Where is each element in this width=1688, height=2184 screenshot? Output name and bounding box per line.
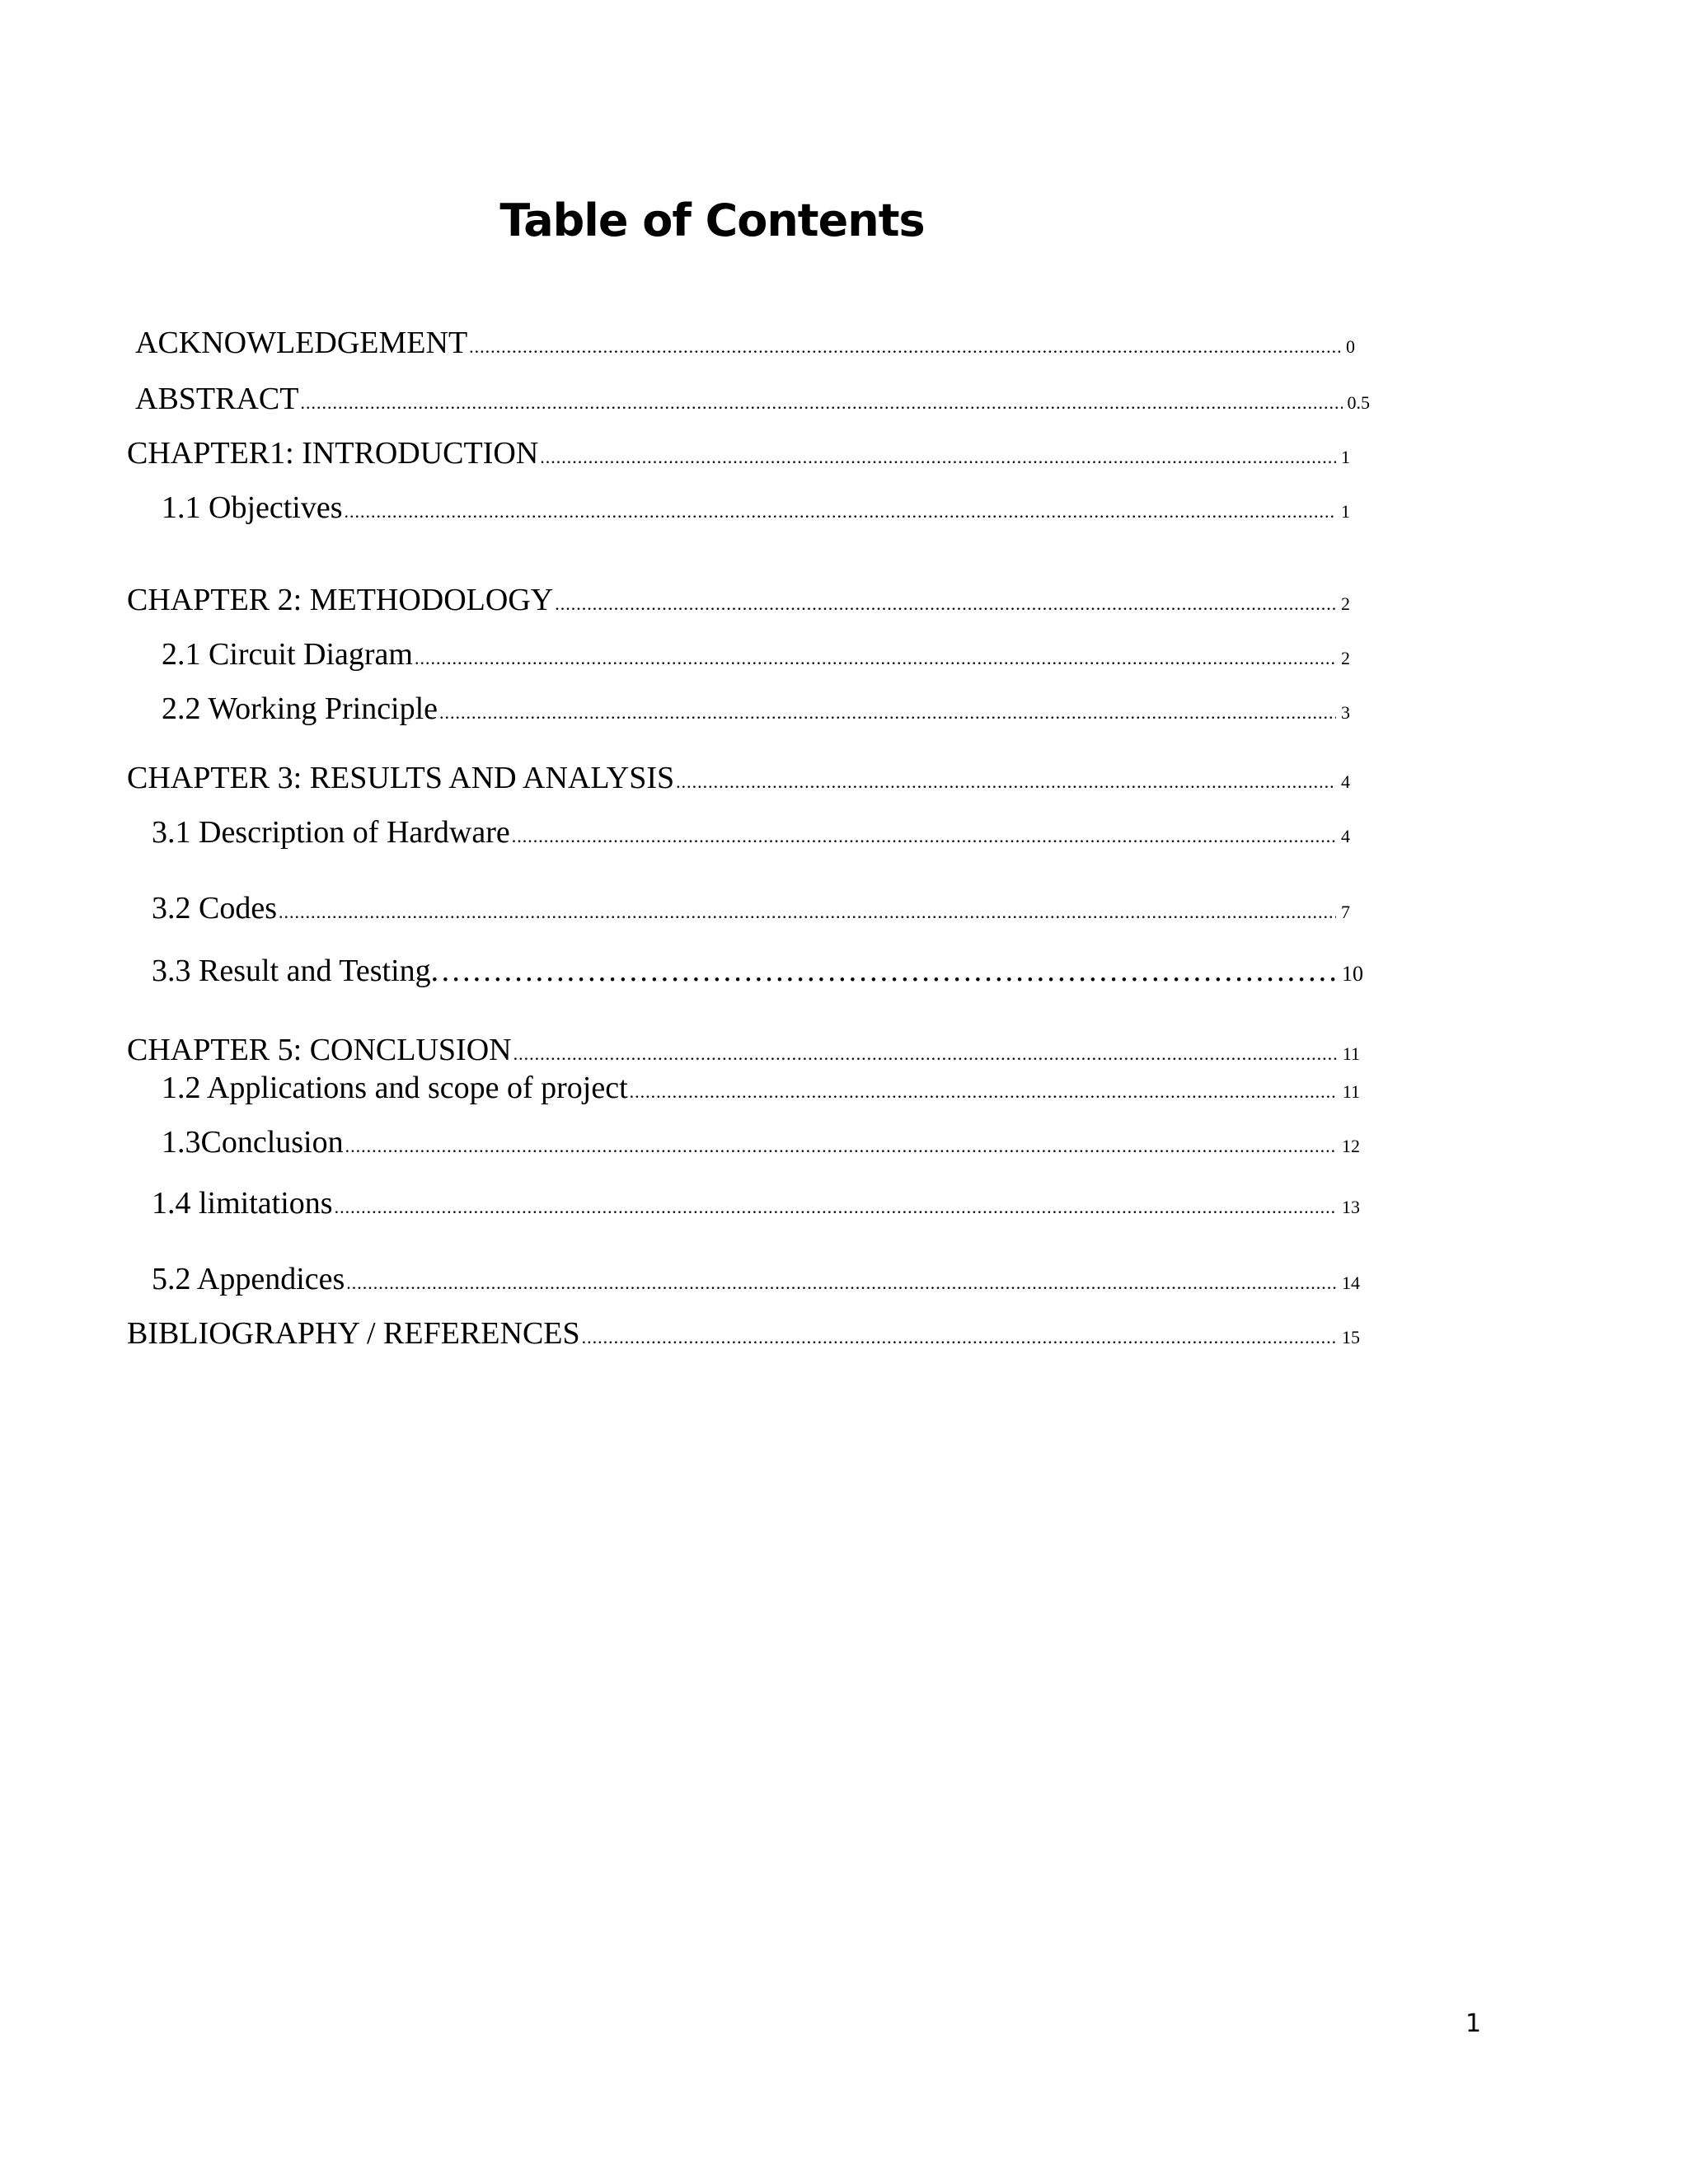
toc-page-number: 0.5 — [1347, 392, 1370, 413]
page-title: Table of Contents — [499, 194, 925, 246]
toc-label: 1.2 Applications and scope of project — [162, 1071, 628, 1105]
toc-entry-bibliography — [127, 1314, 1360, 1357]
toc-page-number: 3 — [1341, 702, 1350, 723]
toc-leader — [335, 1188, 1337, 1227]
toc-leader — [440, 951, 1340, 991]
toc-leader — [469, 327, 1341, 367]
toc-entry-3-2-codes — [152, 888, 1350, 932]
toc-page-number: 11 — [1342, 1043, 1360, 1064]
toc-leader — [346, 1263, 1337, 1303]
toc-page-number: 13 — [1342, 1197, 1360, 1217]
toc-page-number: 4 — [1341, 826, 1350, 846]
toc-entry-2-1-circuit-diagram — [162, 635, 1350, 678]
toc-leader — [555, 584, 1336, 624]
toc-leader — [512, 817, 1336, 856]
toc-leader — [345, 492, 1336, 532]
toc-label: 2.2 Working Principle — [162, 691, 438, 726]
toc-entry-5-2-appendices — [152, 1259, 1360, 1303]
toc-entry-3-3-result-and-testing — [152, 951, 1363, 994]
toc-entry-abstract — [135, 379, 1370, 423]
toc-label: CHAPTER1: INTRODUCTION — [127, 436, 539, 471]
toc-label: 1.1 Objectives — [162, 490, 343, 525]
toc-entry-1-2-applications — [162, 1068, 1360, 1112]
toc-page-number: 1 — [1341, 447, 1350, 467]
toc-page-number: 10 — [1342, 962, 1363, 986]
toc-leader — [630, 1072, 1338, 1112]
toc-page-number: 15 — [1342, 1327, 1360, 1347]
toc-leader — [439, 693, 1336, 733]
toc-label: CHAPTER 2: METHODOLOGY — [127, 583, 554, 617]
toc-leader — [345, 1127, 1337, 1166]
toc-page-number: 12 — [1342, 1136, 1360, 1156]
toc-leader — [676, 762, 1336, 802]
toc-label: CHAPTER 5: CONCLUSION — [127, 1033, 512, 1067]
toc-entry-3-1-description-of-hardware — [152, 813, 1350, 856]
toc-leader — [582, 1318, 1337, 1357]
toc-leader — [540, 438, 1336, 477]
toc-entry-1-3-conclusion — [162, 1122, 1360, 1166]
toc-label: CHAPTER 3: RESULTS AND ANALYSIS — [127, 761, 675, 795]
toc-page-number: 14 — [1342, 1272, 1360, 1293]
toc-entry-2-2-working-principle — [162, 689, 1350, 733]
toc-entry-chapter2-methodology — [127, 580, 1350, 624]
toc-entry-chapter3-results — [127, 758, 1350, 802]
toc-label: ACKNOWLEDGEMENT — [135, 326, 468, 360]
toc-label: 3.2 Codes — [152, 891, 277, 926]
toc-label: 2.1 Circuit Diagram — [162, 637, 413, 672]
toc-page-number: 4 — [1341, 771, 1350, 792]
toc-leader — [415, 639, 1336, 678]
toc-page-number: 2 — [1341, 593, 1350, 614]
toc-page-number: 2 — [1341, 648, 1350, 668]
toc-entry-chapter1-introduction — [127, 434, 1350, 477]
toc-label: 5.2 Appendices — [152, 1262, 345, 1296]
toc-label: BIBLIOGRAPHY / REFERENCES — [127, 1316, 580, 1351]
toc-entry-acknowledgement — [135, 323, 1355, 367]
toc-label: 1.4 limitations — [152, 1186, 333, 1221]
toc-page-number: 1 — [1341, 501, 1350, 522]
toc-label: 3.1 Description of Hardware — [152, 815, 510, 850]
toc-entry-1-1-objectives — [162, 488, 1350, 532]
toc-label: 1.3Conclusion — [162, 1125, 344, 1160]
toc-page-number: 0 — [1346, 336, 1355, 357]
footer-page-number: 1 — [1465, 2009, 1482, 2038]
toc-leader — [300, 383, 1342, 423]
toc-label: ABSTRACT — [135, 382, 299, 416]
toc-leader — [279, 893, 1336, 932]
toc-entry-1-4-limitations — [152, 1183, 1360, 1227]
toc-page-number: 11 — [1342, 1081, 1360, 1102]
toc-page-number: 7 — [1341, 902, 1350, 922]
toc-label: 3.3 Result and Testing. — [152, 954, 439, 988]
